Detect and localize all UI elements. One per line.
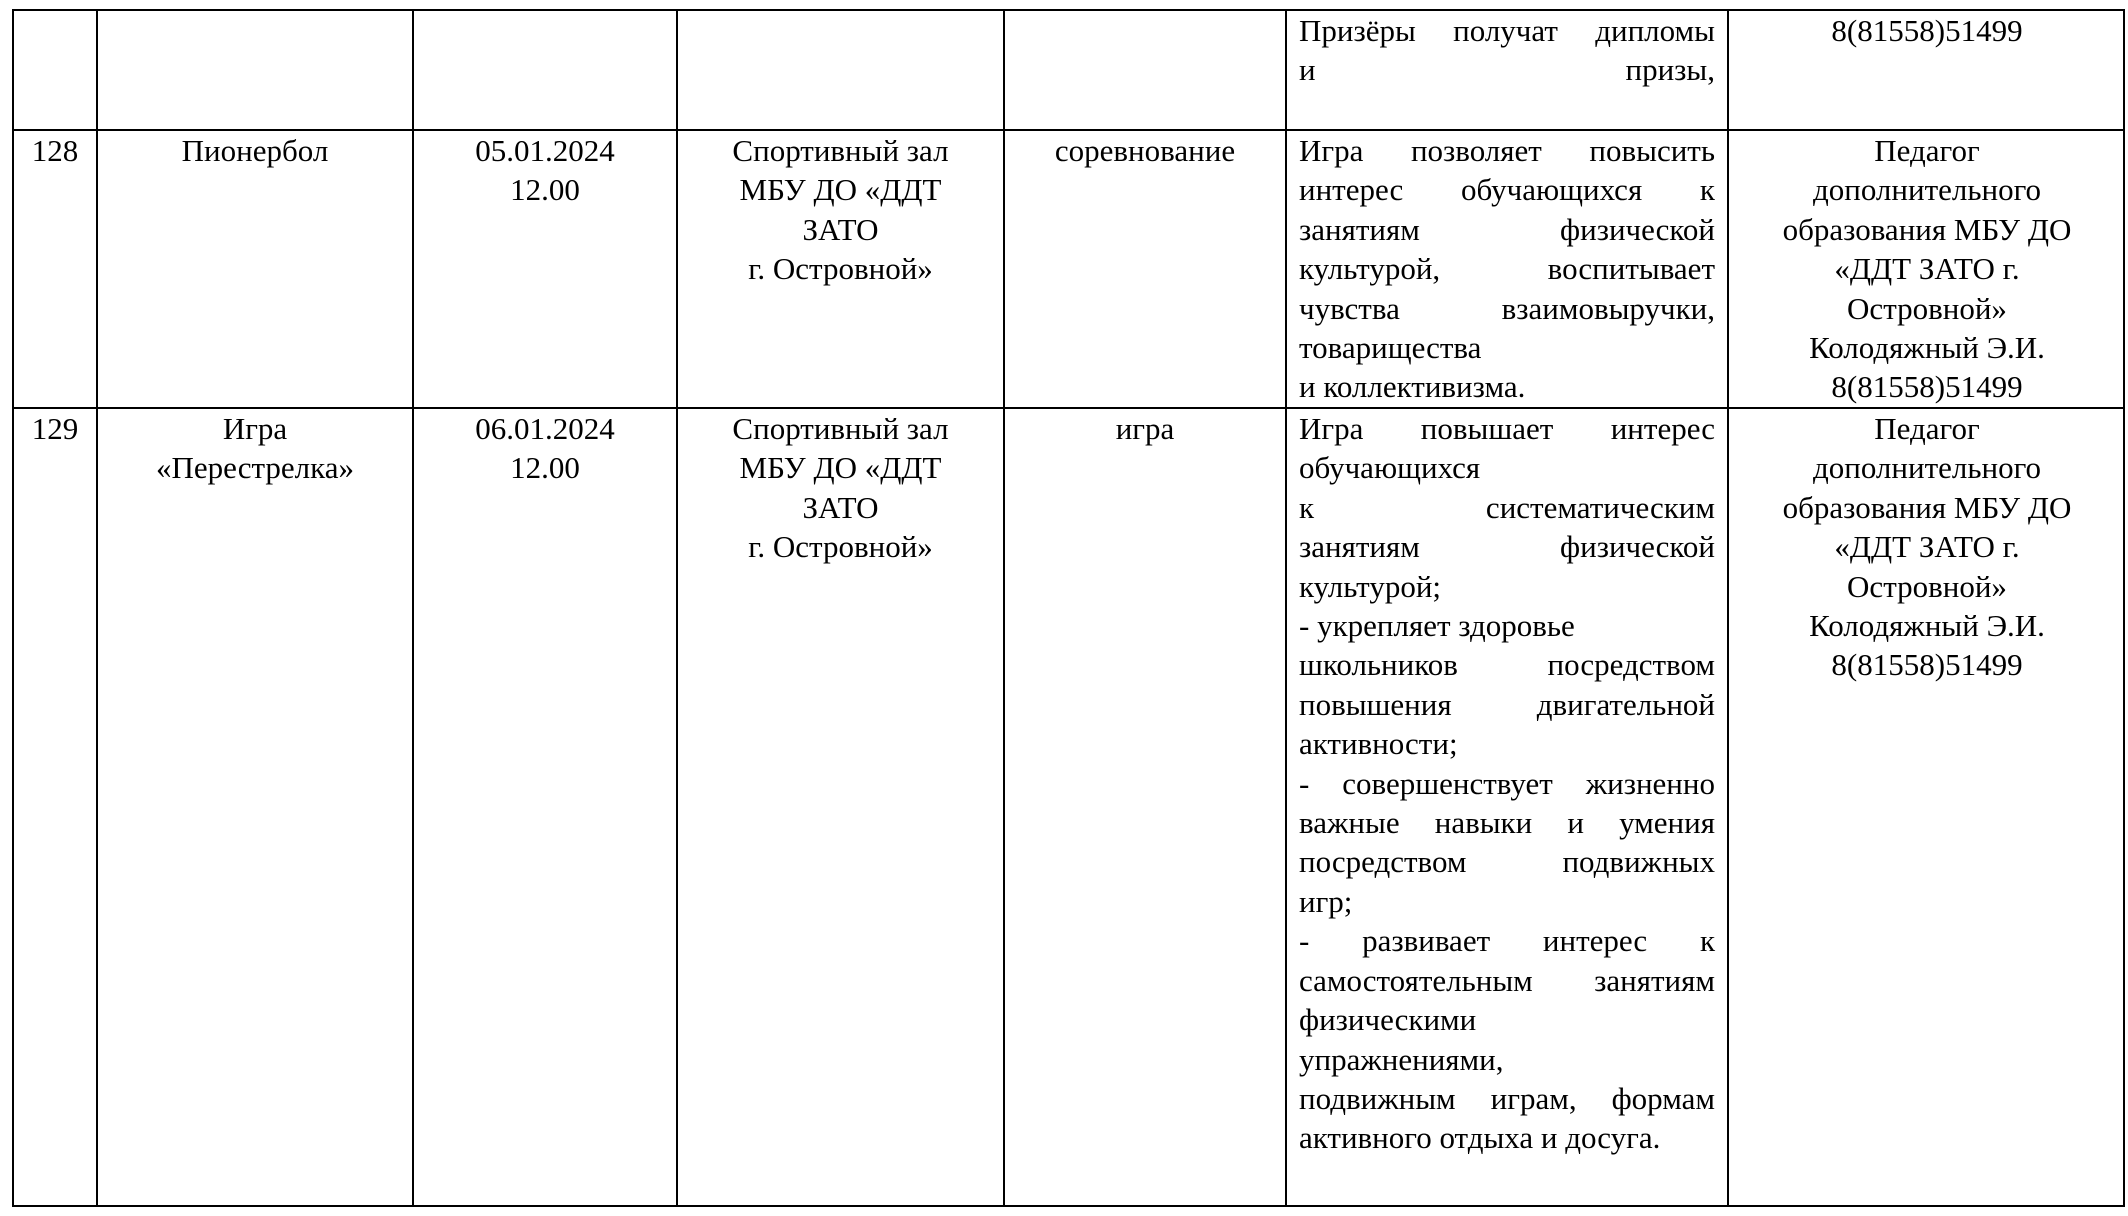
description-line: Призёры получат дипломы — [1299, 13, 1715, 48]
description-line: повышения двигательной — [1299, 686, 1715, 722]
event-format: игра — [1115, 411, 1175, 446]
description-line: упражнениями, — [1299, 1041, 1504, 1077]
contact-line: Островной» — [1847, 568, 2007, 604]
description-line: подвижным играм, формам — [1299, 1080, 1715, 1116]
description-line: Игра позволяет повысить — [1299, 133, 1715, 168]
venue-line: Спортивный зал — [732, 133, 949, 168]
venue-line: Спортивный зал — [732, 411, 949, 446]
contact-line: образования МБУ ДО — [1782, 211, 2072, 247]
contact-line: «ДДТ ЗАТО г. — [1834, 529, 2020, 565]
contact-phone: 8(81558)51499 — [1831, 369, 2023, 405]
event-title-cell — [98, 131, 412, 170]
contact-line: «ДДТ ЗАТО г. — [1834, 251, 2020, 287]
contact-line: Педагог — [1874, 133, 1980, 168]
contact-line: Островной» — [1847, 290, 2007, 326]
venue-line: МБУ ДО «ДДТ — [739, 450, 942, 486]
venue-line: г. Островной» — [748, 529, 933, 565]
contact-line: Педагог — [1874, 411, 1980, 446]
description-line: культурой; — [1299, 568, 1442, 604]
row-number: 128 — [31, 133, 79, 168]
format-cell — [1005, 409, 1285, 448]
description-line: к систематическим — [1299, 489, 1715, 525]
row-number: 129 — [31, 411, 79, 446]
venue-line: МБУ ДО «ДДТ — [739, 172, 942, 208]
description-line: чувства взаимовыручки, — [1299, 290, 1715, 326]
event-title-line: Пионербол — [181, 133, 329, 168]
contact-name: Колодяжный Э.И. — [1809, 608, 2045, 644]
contact-name: Колодяжный Э.И. — [1809, 330, 2045, 366]
event-date: 06.01.2024 — [475, 411, 615, 446]
table-row — [14, 409, 2123, 1205]
description-line: товарищества — [1299, 330, 1482, 366]
event-title-line: Игра — [222, 411, 288, 446]
contact-cell — [1729, 131, 2125, 407]
table-row — [14, 131, 2123, 407]
venue-line: ЗАТО — [802, 489, 879, 525]
contact-line: образования МБУ ДО — [1782, 489, 2072, 525]
description-line: и призы, — [1299, 52, 1715, 88]
event-time: 12.00 — [510, 450, 580, 486]
events-table — [12, 9, 2125, 1207]
description-line: школьников посредством — [1299, 647, 1715, 683]
contact-cell — [1729, 409, 2125, 685]
contact-cell — [1729, 11, 2125, 50]
description-line: игр; — [1299, 883, 1353, 919]
venue-cell — [678, 131, 1003, 289]
description-line: активности; — [1299, 726, 1458, 762]
description-line: и коллективизма. — [1299, 369, 1526, 405]
description-line: - совершенствует жизненно — [1299, 765, 1715, 801]
description-line: - укрепляет здоровье — [1299, 608, 1575, 644]
description-line: важные навыки и умения — [1299, 805, 1715, 841]
description-line: физическими — [1299, 1002, 1477, 1038]
event-date: 05.01.2024 — [475, 133, 615, 168]
description-line: Игра повышает интерес — [1299, 411, 1715, 446]
description-line: - развивает интерес к — [1299, 923, 1715, 959]
contact-line: дополнительного — [1812, 450, 2042, 486]
event-format: соревнование — [1054, 133, 1236, 168]
description-line: занятиям физической — [1299, 211, 1715, 247]
datetime-cell — [414, 131, 676, 210]
datetime-cell — [414, 409, 676, 488]
event-time: 12.00 — [510, 172, 580, 208]
description-line: культурой, воспитывает — [1299, 251, 1715, 287]
venue-line: ЗАТО — [802, 211, 879, 247]
description-line: посредством подвижных — [1299, 844, 1715, 880]
row-number-cell — [14, 131, 96, 170]
event-title-cell — [98, 409, 412, 488]
contact-line: дополнительного — [1812, 172, 2042, 208]
description-line: занятиям физической — [1299, 529, 1715, 565]
format-cell — [1005, 131, 1285, 170]
description-line: интерес обучающихся к — [1299, 172, 1715, 208]
description-cell — [1299, 409, 1715, 1158]
table-row-continuation — [14, 11, 2123, 129]
row-number-cell — [14, 409, 96, 448]
contact-phone: 8(81558)51499 — [1831, 13, 2023, 48]
description-cell — [1299, 11, 1715, 90]
description-line: активного отдыха и досуга. — [1299, 1120, 1661, 1156]
venue-line: г. Островной» — [748, 251, 933, 287]
event-title-line: «Перестрелка» — [156, 450, 354, 486]
description-line: самостоятельным занятиям — [1299, 962, 1715, 998]
contact-phone: 8(81558)51499 — [1831, 647, 2023, 683]
description-cell — [1299, 131, 1715, 407]
venue-cell — [678, 409, 1003, 567]
description-line: обучающихся — [1299, 450, 1481, 486]
